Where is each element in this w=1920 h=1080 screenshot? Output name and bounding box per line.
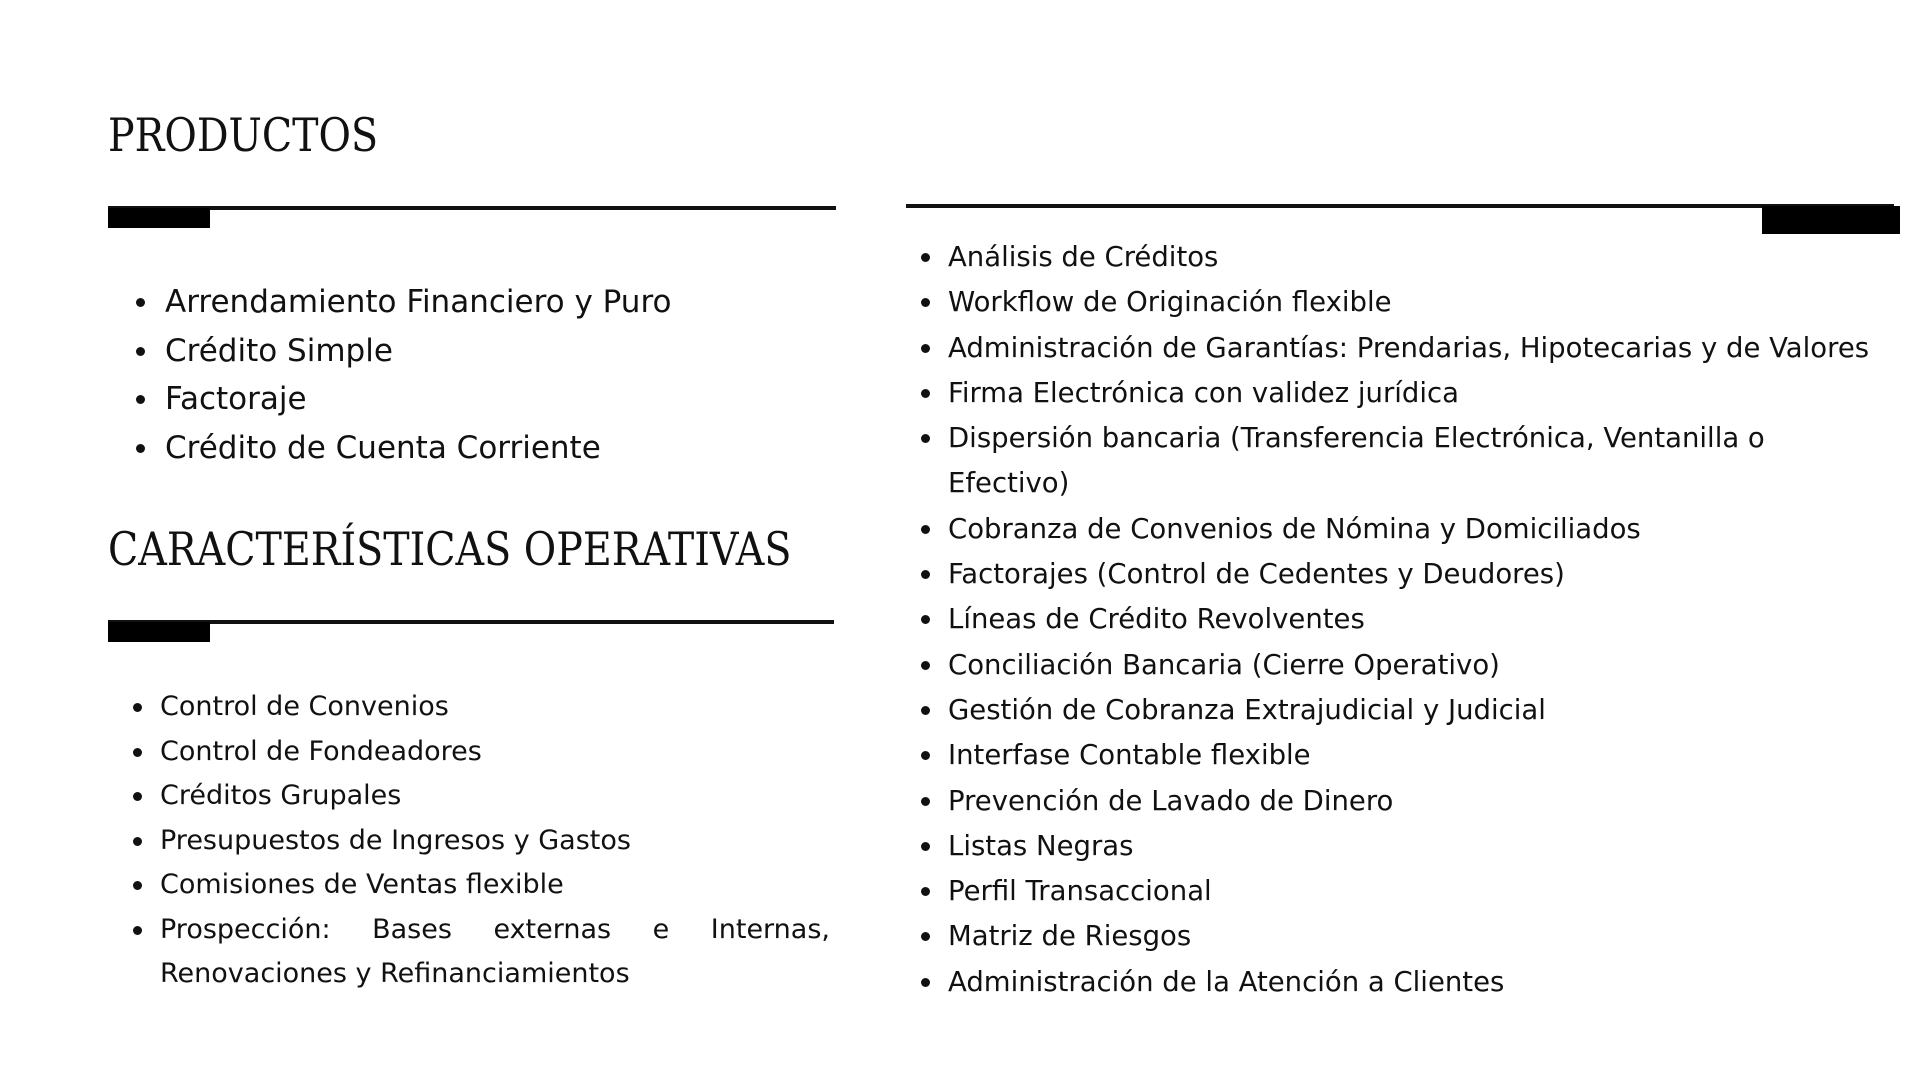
list-item: Líneas de Crédito Revolventes bbox=[948, 597, 1868, 642]
list-item: Prevención de Lavado de Dinero bbox=[948, 779, 1868, 824]
funcionalidades-divider-line bbox=[906, 204, 1894, 208]
list-item: Control de Convenios bbox=[160, 685, 830, 730]
productos-divider-line bbox=[108, 206, 836, 210]
list-item: Cobranza de Convenios de Nómina y Domiciliados bbox=[948, 507, 1868, 552]
list-item: Presupuestos de Ingresos y Gastos bbox=[160, 819, 830, 864]
list-item: Conciliación Bancaria (Cierre Operativo) bbox=[948, 643, 1868, 688]
caracteristicas-list bbox=[160, 685, 830, 997]
productos-heading: PRODUCTOS bbox=[108, 108, 379, 162]
productos-list bbox=[165, 278, 672, 472]
list-item: Gestión de Cobranza Extrajudicial y Judicial bbox=[948, 688, 1868, 733]
list-item: Firma Electrónica con validez jurídica bbox=[948, 371, 1868, 416]
list-item: Crédito Simple bbox=[165, 327, 672, 376]
list-item: Comisiones de Ventas flexible bbox=[160, 863, 830, 908]
caracteristicas-divider-line bbox=[108, 620, 834, 624]
list-item: Listas Negras bbox=[948, 824, 1868, 869]
list-item: Dispersión bancaria (Transferencia Electrónica, Ventanilla o Efectivo) bbox=[948, 416, 1868, 507]
list-item: Workflow de Originación flexible bbox=[948, 280, 1868, 325]
list-item: Factorajes (Control de Cedentes y Deudores) bbox=[948, 552, 1868, 597]
list-item: Prospección: Bases externas e Internas, Renovaciones y Refinanciamientos bbox=[160, 908, 830, 997]
caracteristicas-divider-block bbox=[108, 622, 210, 642]
funcionalidades-divider-block bbox=[1762, 206, 1900, 234]
list-item: Crédito de Cuenta Corriente bbox=[165, 424, 672, 473]
list-item: Administración de Garantías: Prendarias, Hipotecarias y de Valores bbox=[948, 326, 1868, 371]
list-item: Control de Fondeadores bbox=[160, 730, 830, 775]
list-item: Administración de la Atención a Clientes bbox=[948, 960, 1868, 1005]
list-item: Análisis de Créditos bbox=[948, 235, 1868, 280]
list-item: Créditos Grupales bbox=[160, 774, 830, 819]
productos-divider-block bbox=[108, 208, 210, 228]
caracteristicas-heading: CARACTERÍSTICAS OPERATIVAS bbox=[108, 522, 792, 576]
list-item: Perfil Transaccional bbox=[948, 869, 1868, 914]
list-item: Matriz de Riesgos bbox=[948, 914, 1868, 959]
funcionalidades-list bbox=[948, 235, 1868, 1005]
list-item: Factoraje bbox=[165, 375, 672, 424]
list-item: Arrendamiento Financiero y Puro bbox=[165, 278, 672, 327]
list-item: Interfase Contable flexible bbox=[948, 733, 1868, 778]
